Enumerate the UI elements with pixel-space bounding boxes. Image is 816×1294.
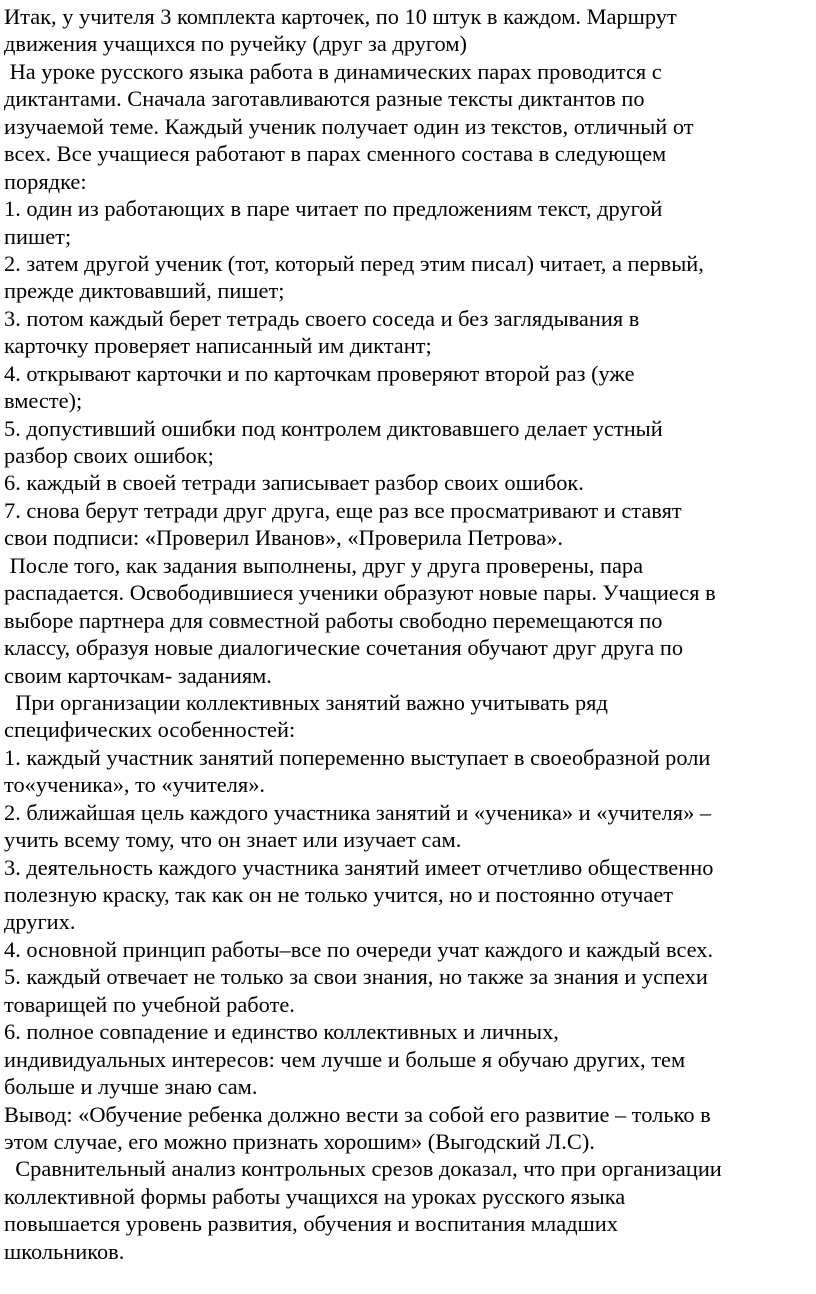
- text-line: 1. один из работающих в паре читает по предложениям текст, другой: [4, 196, 663, 222]
- text-line: других.: [4, 909, 76, 935]
- text-line: Вывод: «Обучение ребенка должно вести за собой его развитие – только в: [4, 1101, 711, 1127]
- text-line: пишет;: [4, 223, 72, 249]
- text-line: распадается. Освободившиеся ученики образуют новые пары. Учащиеся в: [4, 580, 716, 606]
- text-line: 6. полное совпадение и единство коллективных и личных,: [4, 1019, 559, 1045]
- text-line: 5. допустивший ошибки под контролем диктовавшего делает устный: [4, 415, 663, 441]
- text-line: прежде диктовавший, пишет;: [4, 278, 285, 304]
- text-line: После того, как задания выполнены, друг у друга проверены, пара: [4, 552, 644, 578]
- text-line: этом случае, его можно признать хорошим» (Выгодский Л.С).: [4, 1128, 595, 1154]
- text-line: повышается уровень развития, обучения и воспитания младших: [4, 1211, 618, 1237]
- text-line: 5. каждый отвечает не только за свои знания, но также за знания и успехи: [4, 964, 708, 990]
- text-line: 4. открывают карточки и по карточкам проверяют второй раз (уже: [4, 360, 635, 386]
- text-line: 2. ближайшая цель каждого участника занятий и «ученика» и «учителя» –: [4, 799, 712, 825]
- text-line: 3. деятельность каждого участника занятий имеет отчетливо общественно: [4, 854, 714, 880]
- text-line: выборе партнера для совместной работы свободно перемещаются по: [4, 607, 663, 633]
- text-line: больше и лучше знаю сам.: [4, 1074, 258, 1100]
- text-line: Сравнительный анализ контрольных срезов доказал, что при организации: [4, 1156, 722, 1182]
- text-line: свои подписи: «Проверил Иванов», «Проверила Петрова».: [4, 525, 563, 551]
- text-line: движения учащихся по ручейку (друг за другом): [4, 31, 467, 57]
- text-line: разбор своих ошибок;: [4, 443, 214, 468]
- text-line: порядке:: [4, 168, 87, 194]
- text-line: 2. затем другой ученик (тот, который перед этим писал) читает, а первый,: [4, 250, 704, 276]
- text-line: специфических особенностей:: [4, 717, 296, 743]
- text-line: диктантами. Сначала заготавливаются разные тексты диктантов по: [4, 86, 645, 112]
- text-line: 6. каждый в своей тетради записывает разбор своих ошибок.: [4, 470, 584, 496]
- text-line: всех. Все учащиеся работают в парах сменного состава в следующем: [4, 141, 667, 167]
- text-line: коллективной формы работы учащихся на уроках русского языка: [4, 1183, 626, 1209]
- text-line: 4. основной принцип работы–все по очереди учат каждого и каждый всех.: [4, 936, 714, 962]
- text-line: учить всему тому, что он знает или изучает сам.: [4, 827, 462, 853]
- text-line: При организации коллективных занятий важно учитывать ряд: [4, 689, 608, 715]
- text-line: карточку проверяет написанный им диктант;: [4, 333, 432, 359]
- text-line: На уроке русского языка работа в динамических парах проводится с: [4, 58, 662, 84]
- text-line: индивидуальных интересов: чем лучше и больше я обучаю других, тем: [4, 1046, 686, 1072]
- text-line: товарищей по учебной работе.: [4, 991, 295, 1017]
- text-line: классу, образуя новые диалогические сочетания обучают друг друга по: [4, 635, 684, 661]
- text-line: изучаемой теме. Каждый ученик получает один из текстов, отличный от: [4, 113, 694, 139]
- text-line: Итак, у учителя 3 комплекта карточек, по 10 штук в каждом. Маршрут: [4, 4, 677, 29]
- document-text: [4, 3, 816, 1265]
- text-line: то«ученика», то «учителя».: [4, 772, 266, 798]
- text-line: полезную краску, так как он не только учится, но и постоянно отучает: [4, 882, 674, 907]
- text-line: 1. каждый участник занятий попеременно выступает в своеобразной роли: [4, 744, 711, 770]
- text-line: своим карточкам- заданиям.: [4, 662, 272, 688]
- text-line: школьников.: [4, 1238, 125, 1264]
- text-line: 3. потом каждый берет тетрадь своего соседа и без заглядывания в: [4, 305, 640, 331]
- text-line: 7. снова берут тетради друг друга, еще раз все просматривают и ставят: [4, 497, 682, 523]
- text-line: вместе);: [4, 388, 83, 414]
